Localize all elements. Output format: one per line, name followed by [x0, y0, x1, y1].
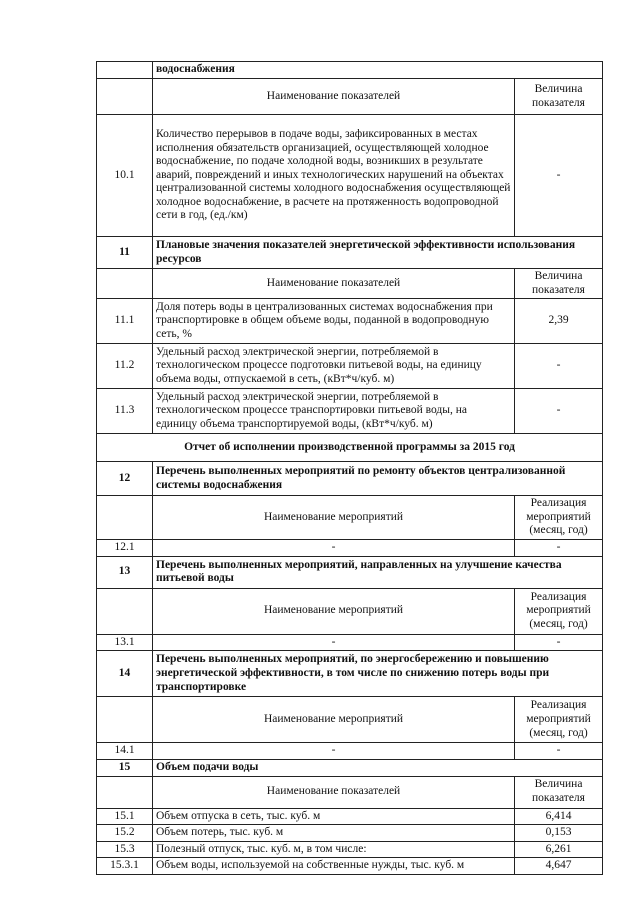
column-header-value: Реализация мероприятий (месяц, год): [515, 588, 603, 634]
row-number-cell: [97, 697, 153, 743]
section-row: [97, 651, 603, 697]
column-header-name: Наименование показателей: [153, 269, 515, 299]
row-number-cell: [97, 496, 153, 540]
table-row: [97, 858, 603, 875]
indicator-value: -: [515, 344, 603, 389]
indicator-value: -: [515, 389, 603, 434]
column-header-value: Величина показателя: [515, 269, 603, 299]
row-number: 12.1: [97, 540, 153, 557]
indicator-value: 4,647: [515, 858, 603, 875]
indicator-name: Удельный расход электрической энергии, потребляемой в технологическом процессе транспортировки питьевой воды, на единицу объема транспортируемой воды, (кВт*ч/куб. м): [153, 389, 515, 434]
table-row: [97, 825, 603, 842]
column-header-value: Величина показателя: [515, 79, 603, 115]
indicator-value: 6,261: [515, 841, 603, 858]
column-header-value: Реализация мероприятий (месяц, год): [515, 496, 603, 540]
row-number: 11.3: [97, 389, 153, 434]
table-header-row: [97, 496, 603, 540]
indicator-name: Объем потерь, тыс. куб. м: [153, 825, 515, 842]
row-number-cell: [97, 776, 153, 808]
row-number-cell: [97, 269, 153, 299]
indicator-name: Количество перерывов в подаче воды, зафиксированных в местах исполнения обязательств организацией, осуществляющей холодное водоснабжение, по подаче холодной воды, возникших в результате аварий, повреждений и иных технологических нарушений на объектах централизованной системы холодного водоснабжения осуществляющей холодное водоснабжение, в расчете на протяженность водопроводной сети в год, (ед./км): [153, 115, 515, 237]
column-header-value: Реализация мероприятий (месяц, год): [515, 697, 603, 743]
measure-name: -: [153, 540, 515, 557]
section-number: 12: [97, 462, 153, 496]
report-title: Отчет об исполнении производственной программы за 2015 год: [97, 434, 603, 462]
indicator-name: Доля потерь воды в централизованных системах водоснабжения при транспортировке в общем объеме воды, поданной в водопроводную сеть, %: [153, 299, 515, 344]
section-title: Плановые значения показателей энергетической эффективности использования ресурсов: [153, 237, 603, 269]
row-number: 15.3: [97, 841, 153, 858]
row-number: 10.1: [97, 115, 153, 237]
measure-date: -: [515, 540, 603, 557]
report-title-row: [97, 434, 603, 462]
table-row: [97, 62, 603, 79]
row-number: 15.2: [97, 825, 153, 842]
column-header-name: Наименование мероприятий: [153, 496, 515, 540]
table-row: [97, 743, 603, 760]
row-number: 14.1: [97, 743, 153, 760]
column-header-name: Наименование показателей: [153, 79, 515, 115]
table-row: [97, 634, 603, 651]
table-row: [97, 540, 603, 557]
column-header-name: Наименование показателей: [153, 776, 515, 808]
indicator-name: Удельный расход электрической энергии, потребляемой в технологическом процессе подготовки питьевой воды, на единицу объема воды, отпускаемой в сеть, (кВт*ч/куб. м): [153, 344, 515, 389]
row-number: 15.3.1: [97, 858, 153, 875]
table-header-row: [97, 269, 603, 299]
column-header-value: Величина показателя: [515, 776, 603, 808]
table-header-row: [97, 776, 603, 808]
section-number: 11: [97, 237, 153, 269]
measure-date: -: [515, 634, 603, 651]
table-row: [97, 299, 603, 344]
row-number: 11.2: [97, 344, 153, 389]
table-header-row: [97, 697, 603, 743]
indicator-value: 6,414: [515, 808, 603, 825]
section-title: Объем подачи воды: [153, 759, 603, 776]
section-row: [97, 237, 603, 269]
row-number: 13.1: [97, 634, 153, 651]
section-number: 15: [97, 759, 153, 776]
section-row: [97, 462, 603, 496]
table-row: [97, 115, 603, 237]
column-header-name: Наименование мероприятий: [153, 588, 515, 634]
indicator-value: -: [515, 115, 603, 237]
section-title: Перечень выполненных мероприятий, направленных на улучшение качества питьевой воды: [153, 556, 603, 588]
indicator-name: Полезный отпуск, тыс. куб. м, в том числе:: [153, 841, 515, 858]
section-number: 14: [97, 651, 153, 697]
row-number: 11.1: [97, 299, 153, 344]
section-row: [97, 556, 603, 588]
section-title: водоснабжения: [153, 62, 603, 79]
row-number-cell: [97, 62, 153, 79]
column-header-name: Наименование мероприятий: [153, 697, 515, 743]
row-number-cell: [97, 79, 153, 115]
section-row: [97, 759, 603, 776]
indicator-value: 2,39: [515, 299, 603, 344]
table-header-row: [97, 588, 603, 634]
indicator-name: Объем отпуска в сеть, тыс. куб. м: [153, 808, 515, 825]
row-number: 15.1: [97, 808, 153, 825]
row-number-cell: [97, 588, 153, 634]
measure-name: -: [153, 743, 515, 760]
section-number: 13: [97, 556, 153, 588]
indicator-value: 0,153: [515, 825, 603, 842]
section-title: Перечень выполненных мероприятий по ремонту объектов централизованной системы водоснабжения: [153, 462, 603, 496]
table-row: [97, 389, 603, 434]
table-header-row: [97, 79, 603, 115]
indicator-name: Объем воды, используемой на собственные нужды, тыс. куб. м: [153, 858, 515, 875]
measure-name: -: [153, 634, 515, 651]
section-title: Перечень выполненных мероприятий, по энергосбережению и повышению энергетической эффективности, в том числе по снижению потерь воды при транспортировке: [153, 651, 603, 697]
table-row: [97, 808, 603, 825]
table-row: [97, 841, 603, 858]
indicators-table: [96, 61, 603, 875]
table-row: [97, 344, 603, 389]
measure-date: -: [515, 743, 603, 760]
